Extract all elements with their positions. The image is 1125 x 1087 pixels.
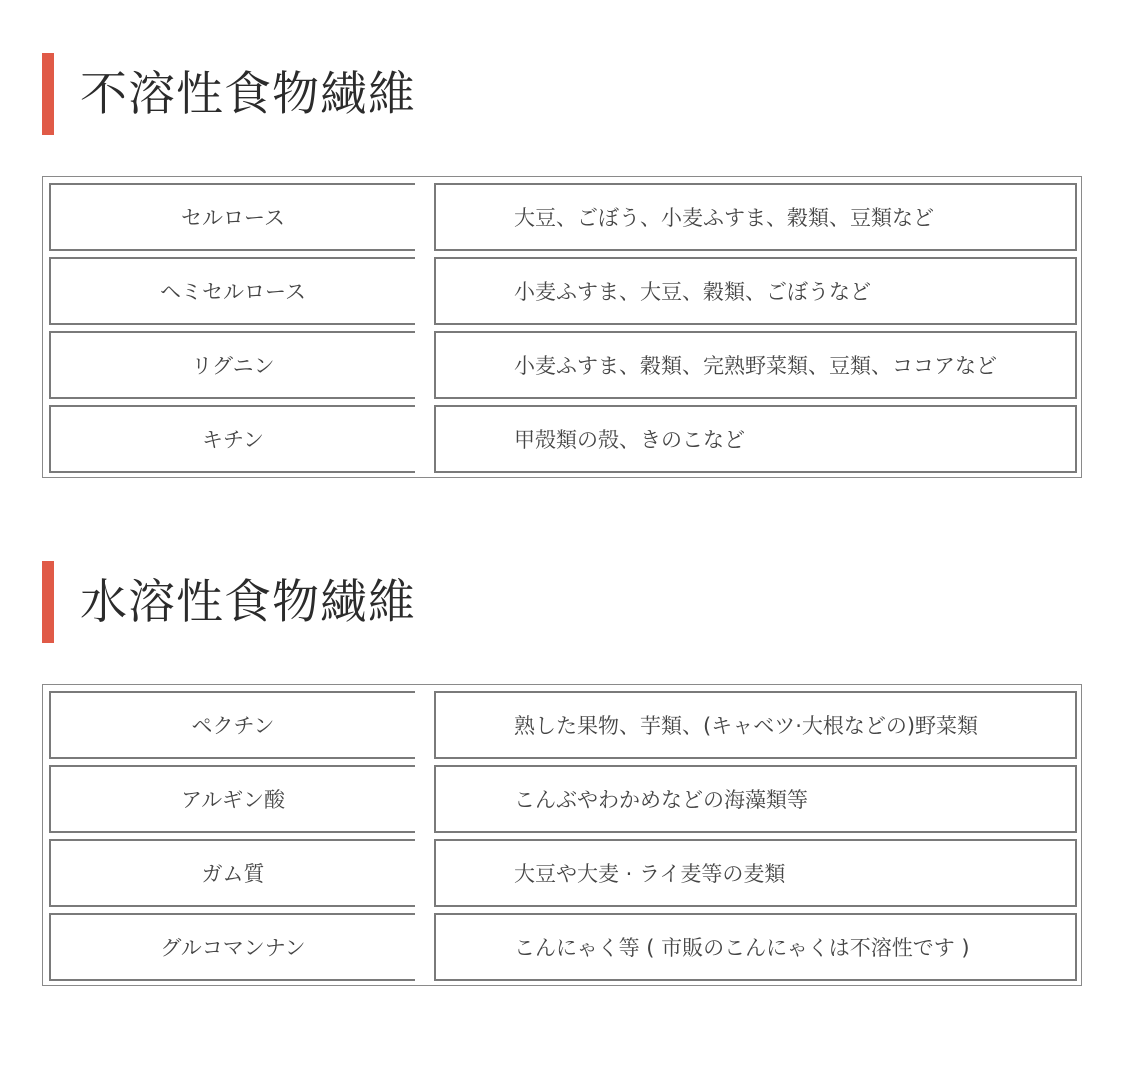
section-title: 不溶性食物繊維 [80, 66, 416, 122]
fiber-name-cell: グルコマンナン [49, 913, 415, 981]
heading-accent-bar [42, 53, 54, 135]
fiber-sources-cell: こんぶやわかめなどの海藻類等 [434, 765, 1077, 833]
fiber-sources-cell: 熟した果物、芋類、(キャベツ·大根などの)野菜類 [434, 691, 1077, 759]
heading-accent-bar [42, 561, 54, 643]
fiber-name-cell: ヘミセルロース [49, 257, 415, 325]
fiber-name-cell: ガム質 [49, 839, 415, 907]
section-heading-soluble [42, 561, 416, 643]
fiber-sources-cell: 甲殻類の殻、きのこなど [434, 405, 1077, 473]
fiber-sources-cell: 大豆や大麦 · ライ麦等の麦類 [434, 839, 1077, 907]
fiber-sources-cell: 小麦ふすま、大豆、穀類、ごぼうなど [434, 257, 1077, 325]
soluble-fiber-table [42, 684, 1082, 986]
fiber-name-cell: キチン [49, 405, 415, 473]
section-title: 水溶性食物繊維 [80, 574, 416, 630]
fiber-sources-cell: 大豆、ごぼう、小麦ふすま、穀類、豆類など [434, 183, 1077, 251]
fiber-name-cell: アルギン酸 [49, 765, 415, 833]
fiber-name-cell: リグニン [49, 331, 415, 399]
fiber-name-cell: セルロース [49, 183, 415, 251]
fiber-name-cell: ペクチン [49, 691, 415, 759]
fiber-sources-cell: 小麦ふすま、穀類、完熟野菜類、豆類、ココアなど [434, 331, 1077, 399]
insoluble-fiber-table [42, 176, 1082, 478]
section-heading-insoluble [42, 53, 416, 135]
fiber-sources-cell: こんにゃく等 ( 市販のこんにゃくは不溶性です ) [434, 913, 1077, 981]
